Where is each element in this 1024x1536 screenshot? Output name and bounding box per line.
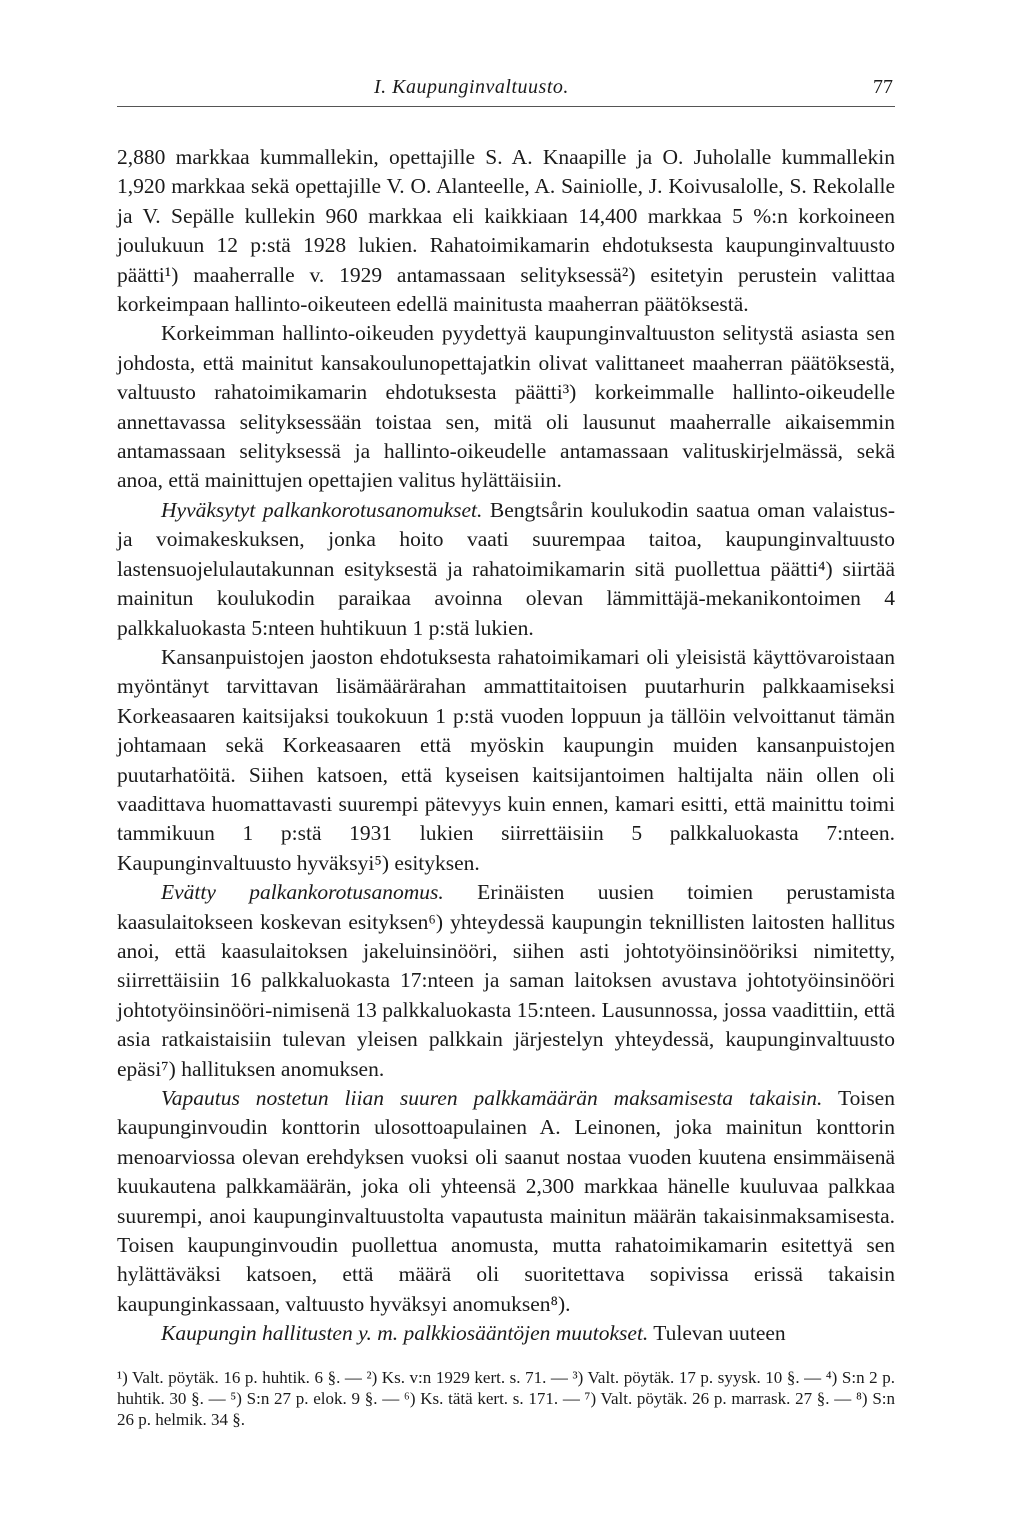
running-title: I. Kaupunginvaltuusto. <box>374 76 569 98</box>
paragraph-text: Erinäisten uusien toimien perustamista kaasulaitokseen koskevan esityksen⁶) yhteydessä kaupungin teknillisten laitosten hallitus anoi, että kaasulaitoksen jakeluinsinööri, siihen asti johtotyöinsinööriksi nimitetty, siirrettäisiin 16 palkkaluokasta 17:nteen ja saman laitoksen avustava johtotyöinsinööri johtotyöinsinööri-nimisenä 13 palkkaluokasta 15:nteen. Lausunnossa, jossa vaadittiin, että asia ratkaistaisiin tulevan yleisen palkkain järjestelyn yhteydessä, kaupunginvaltuusto epäsi⁷) hallituksen anomuksen. <box>117 880 895 1081</box>
document-page <box>117 70 895 1430</box>
paragraph-text: Korkeimman hallinto-oikeuden pyydettyä kaupunginvaltuuston selitystä asiasta sen johdosta, että mainitut kansakoulunopettajatkin olivat valittaneet maaherran päätöksestä, valtuusto rahatoimikamarin ehdotuksesta päätti³) korkeimmalle hallinto-oikeudelle annettavassa selityksessään toistaa sen, mitä oli lausunut maaherralle aikaisemmin antamassaan selityksessä ja hallinto-oikeudelle antamassaan valituskirjelmässä, sekä anoa, että mainittujen opettajien valitus hylättäisiin. <box>117 321 895 493</box>
paragraph-text: 2,880 markkaa kummallekin, opettajille S. A. Knaapille ja O. Juholalle kummallekin 1,920 markkaa sekä opettajille V. O. Alanteelle, A. Sainiolle, J. Koivusalolle, S. Rekolalle ja V. Sepälle kullekin 960 markkaa eli kaikkiaan 14,400 markkaa 5 %:n korkoineen joulukuun 12 p:stä 1928 lukien. Rahatoimikamarin ehdotuksesta kaupunginvaltuusto päätti¹) maaherralle v. 1929 antamassaan selityksessä²) esitetyin perustein valittaa korkeimpaan hallinto-oikeuteen edellä mainitusta maaherran päätöksestä. <box>117 145 895 317</box>
paragraph-4 <box>117 643 895 878</box>
paragraph-3 <box>117 496 895 643</box>
paragraph-7 <box>117 1319 895 1348</box>
body-text <box>117 143 895 1349</box>
paragraph-2 <box>117 319 895 495</box>
section-heading: Hyväksytyt palkankorotusanomukset. <box>161 497 483 522</box>
paragraph-text: Bengtsårin koulukodin saatua oman valaistus- ja voimakeskuksen, jonka hoito vaati suurempaa taitoa, kaupunginvaltuusto lastensuojelulautakunnan esityksestä ja rahatoimikamarin sitä puollettua päätti⁴) siirtää mainitun koulukodin paraikaa avoinna olevan lämmittäjä-mekanikontoimen 4 palkkaluokasta 5:nteen huhtikuun 1 p:stä lukien. <box>117 497 896 640</box>
section-heading: Vapautus nostetun liian suuren palkkamäärän maksamisesta takaisin. <box>161 1086 823 1110</box>
section-heading: Kaupungin hallitusten y. m. palkkiosääntöjen muutokset. <box>161 1321 649 1346</box>
footnote-text: ¹) Valt. pöytäk. 16 p. huhtik. 6 §. — ²) Ks. v:n 1929 kert. s. 71. — ³) Valt. pöytäk. 17 p. syysk. 10 §. — ⁴) S:n 2 p. huhtik. 30 §. — ⁵) S:n 27 p. elok. 9 §. — ⁶) Ks. tätä kert. s. 171. — ⁷) Valt. pöytäk. 26 p. marrask. 27 §. — ⁸) S:n 26 p. helmik. 34 §. <box>117 1367 895 1429</box>
paragraph-6 <box>117 1084 895 1319</box>
section-heading: Evätty palkankorotusanomus. <box>161 880 444 905</box>
footnotes <box>117 1367 895 1430</box>
page-number: 77 <box>873 76 893 98</box>
paragraph-1 <box>117 143 895 319</box>
paragraph-text: Toisen kaupunginvoudin konttorin ulosottoapulainen A. Leinonen, joka mainitun konttorin menoarviossa olevan erehdyksen vuoksi oli saanut nostaa vuoden kuutena ensimmäisenä kuukautena palkkamäärän, joka oli yhteensä 2,300 markkaa hänelle kuuluvaa palkkaa suurempi, anoi kaupunginvaltuustolta vapautusta mainitun määrän takaisinmaksamisesta. Toisen kaupunginvoudin puollettua anomusta, mutta rahatoimikamarin esitettyä sen hylättäväksi katsoen, että määrä oli suoritettava sopivissa erissä takaisin kaupunginkassaan, valtuusto hyväksyi anomuksen⁸). <box>117 1086 895 1316</box>
paragraph-5 <box>117 878 895 1084</box>
running-header <box>117 70 895 107</box>
paragraph-text: Kansanpuistojen jaoston ehdotuksesta rahatoimikamari oli yleisistä käyttövaroistaan myöntänyt tarvittavan lisämäärärahan ammattitaitoisen puutarhurin palkkaamiseksi Korkeasaaren kaitsijaksi toukokuun 1 p:stä vuoden loppuun ja tällöin velvoittanut tämän johtamaan sekä Korkeasaaren että myöskin kaupungin muiden kansanpuistojen puutarhatöitä. Siihen katsoen, että kyseisen kaitsijantoimen haltijalta näin ollen oli vaadittava huomattavasti suurempi pätevyys kuin ennen, kamari esitti, että mainittu toimi tammikuun 1 p:stä 1931 lukien siirrettäisiin 5 palkkaluokasta 7:nteen. Kaupunginvaltuusto hyväksyi⁵) esityksen. <box>117 644 895 875</box>
paragraph-text: Tulevan uuteen <box>648 1321 786 1346</box>
